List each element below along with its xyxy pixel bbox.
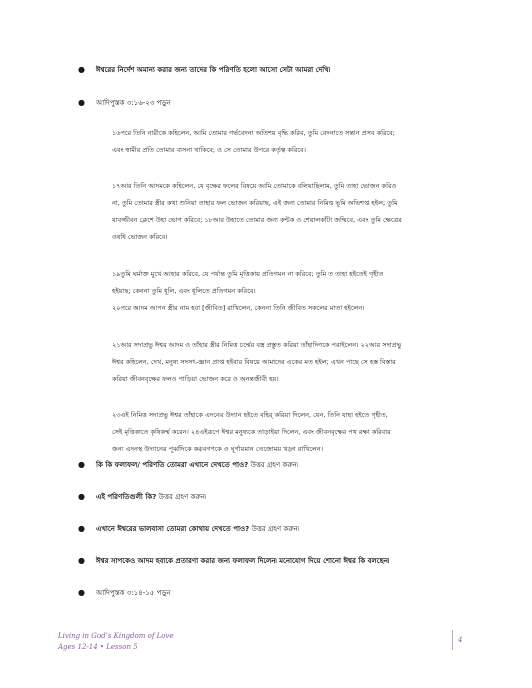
bullet-text: আদিপুস্তক ৩:১৬-২৩ পড়ুন [96,99,171,107]
question-prompt: এখানে ঈশ্বরের ভালবাসা তোমরা কোথায় দেখতে পাও? [96,525,250,533]
question-prompt: কি কি ফলাফল/ পরিণতি তোমরা এখানে দেখতে পাও? [96,461,249,469]
passage-line: ২১আর সদাপ্রভু ঈশ্বর আদম ও তাঁহার স্ত্রীর নিমিত্ত চর্ম্মের বস্ত্র প্রস্তুত করিয়া তাঁহাদিগকে পরাইলেন। ২২আর সদাপ্রভু [112,341,402,349]
question-text [96,555,389,567]
bullet-text: ঈশ্বরের নির্দেশ অমান্য করার জন্য তাদের কি পরিণতি হলো আসো সেটা আমরা দেখি৷ [96,66,330,74]
question-instruction: উত্তর গ্রহণ করুন৷ [249,525,299,533]
question-text [96,491,206,503]
footer-subtitle: Ages 12-14 • Lesson 5 [58,643,138,651]
scripture-passage [112,407,480,458]
passage-line: এবং স্বামীর প্রতি তোমার বাসনা থাকিবে; ও সে তোমার উপরে কর্তৃত্ব করিবে। [112,146,306,154]
question-prompt: ঈশ্বর সাপকেও আদম হবাকে প্রতারণা করার জন্য ফলাফল দিলেন৷ মনোযোগ দিয়ে শোনো ঈশ্বর কি বলছেন৷ [96,557,390,565]
bullet-icon: ● [78,556,85,565]
question-text [96,523,299,535]
passage-line: ওষধি ভোজন করিবে। [112,233,168,241]
footer-divider [452,630,453,650]
passage-line: ঈশ্বর কহিলেন, দেখ, মনুষ্য সদসৎ-জ্ঞান প্রাপ্ত হইবার বিষয়ে আমাদের একের মত হইল; এখন পাছে সে হস্ত বিস্তার [112,358,396,366]
question-instruction: উত্তর গ্রহণ করুন৷ [248,461,298,469]
passage-line: সেই মৃত্তিকাতে কৃষিকর্ম্ম করেন। ২৪এইরূপে ঈশ্বর মনুষ্যকে তাড়াইয়া দিলেন, এবং জীবনবৃক্ষের পথ রক্ষা করিবার [112,428,391,436]
scripture-passage [112,178,480,246]
passage-line: ১৭আর তিনি আদমকে কহিলেন, যে বৃক্ষের ফলের বিষয়ে আমি তোমাকে বলিয়াছিলাম, তুমি তাহা ভোজন করিও [112,182,397,190]
passage-line: যাবজ্জীবন ক্লেশে উহা ভোগ করিবে; ১৮আর উহাতে তোমার জন্য কন্টক ও শেয়ালকাঁটা জন্মিবে, এবং তুমি ক্ষেত্রের [112,216,402,224]
passage-line: হইয়াছ; কেননা তুমি ধূলি, এবং ধূলিতে প্রতিগমন করিবে। [112,287,256,295]
question-item [78,491,478,503]
passage-line: জন্য এদনস্থ উদ্যানের পূর্ব্বদিকে করূবগণকে ও ঘূর্ণায়মান তেজোময় খড়্গ রাখিলেন। [112,445,324,453]
question-item [78,459,478,471]
scripture-passage [112,337,480,388]
passage-line: ১৯তুমি ঘর্মাক্ত মুখে আহার করিবে, যে পর্য্যন্ত তুমি মৃত্তিকায় প্রতিগমন না করিবে; তুমি ত তাহা হইতেই গৃহীত [112,270,384,278]
passage-line: ১৬পরে তিনি নারীকে কহিলেন, আমি তোমার গর্ভবেদনা অতিশয় বৃদ্ধি করিব, তুমি বেদনাতে সন্তান প্রসব করিবে; [112,129,395,137]
bullet-text: আদিপুস্তক ৩:১৪-১৫ পড়ুন [96,589,171,597]
bullet-icon: ● [78,524,85,533]
passage-line: ২০পরে আদম আপন স্ত্রীর নাম হবা [জীবিত] রাখিলেন, কেননা তিনি জীবিত সকলের মাতা হইলেন। [112,304,365,312]
bullet-icon: ● [78,65,85,74]
bullet-item [78,97,478,109]
bullet-item [78,64,478,76]
bullet-icon: ● [78,460,85,469]
page-number: 4 [458,636,463,644]
passage-line: ২৩এই নিমিত্ত সদাপ্রভু ঈশ্বর তাঁহাকে এদনের উদ্যান হইতে বহির্ করিয়া দিলেন, যেন, তিনি যাহা হইতে গৃহীত, [112,411,388,419]
footer-title: Living in God’s Kingdom of Love [58,632,174,640]
footer [58,631,174,653]
question-prompt: এই পরিণতিগুলী কি? [96,493,157,501]
bullet-icon: ● [78,588,85,597]
passage-line: করিয়া জীবনবৃক্ষের ফলও পাড়িয়া ভোজন করে ও অনন্তজীবী হয়। [112,375,279,383]
passage-line: না, তুমি তোমার স্ত্রীর কথা শুনিয়া তাহার ফল ভোজন করিয়াছ, এই জন্য তোমার নিমিত্ত ভূমি অভিশপ্ত হইল; তুমি [112,199,398,207]
question-instruction: উত্তর গ্রহণ করুন৷ [156,493,207,501]
scripture-passage [112,125,480,159]
question-item [78,523,478,535]
question-text [96,459,298,471]
bullet-icon: ● [78,492,85,501]
question-item [78,555,478,567]
bullet-icon: ● [78,98,85,107]
bullet-item [78,587,478,599]
scripture-passage [112,266,480,317]
